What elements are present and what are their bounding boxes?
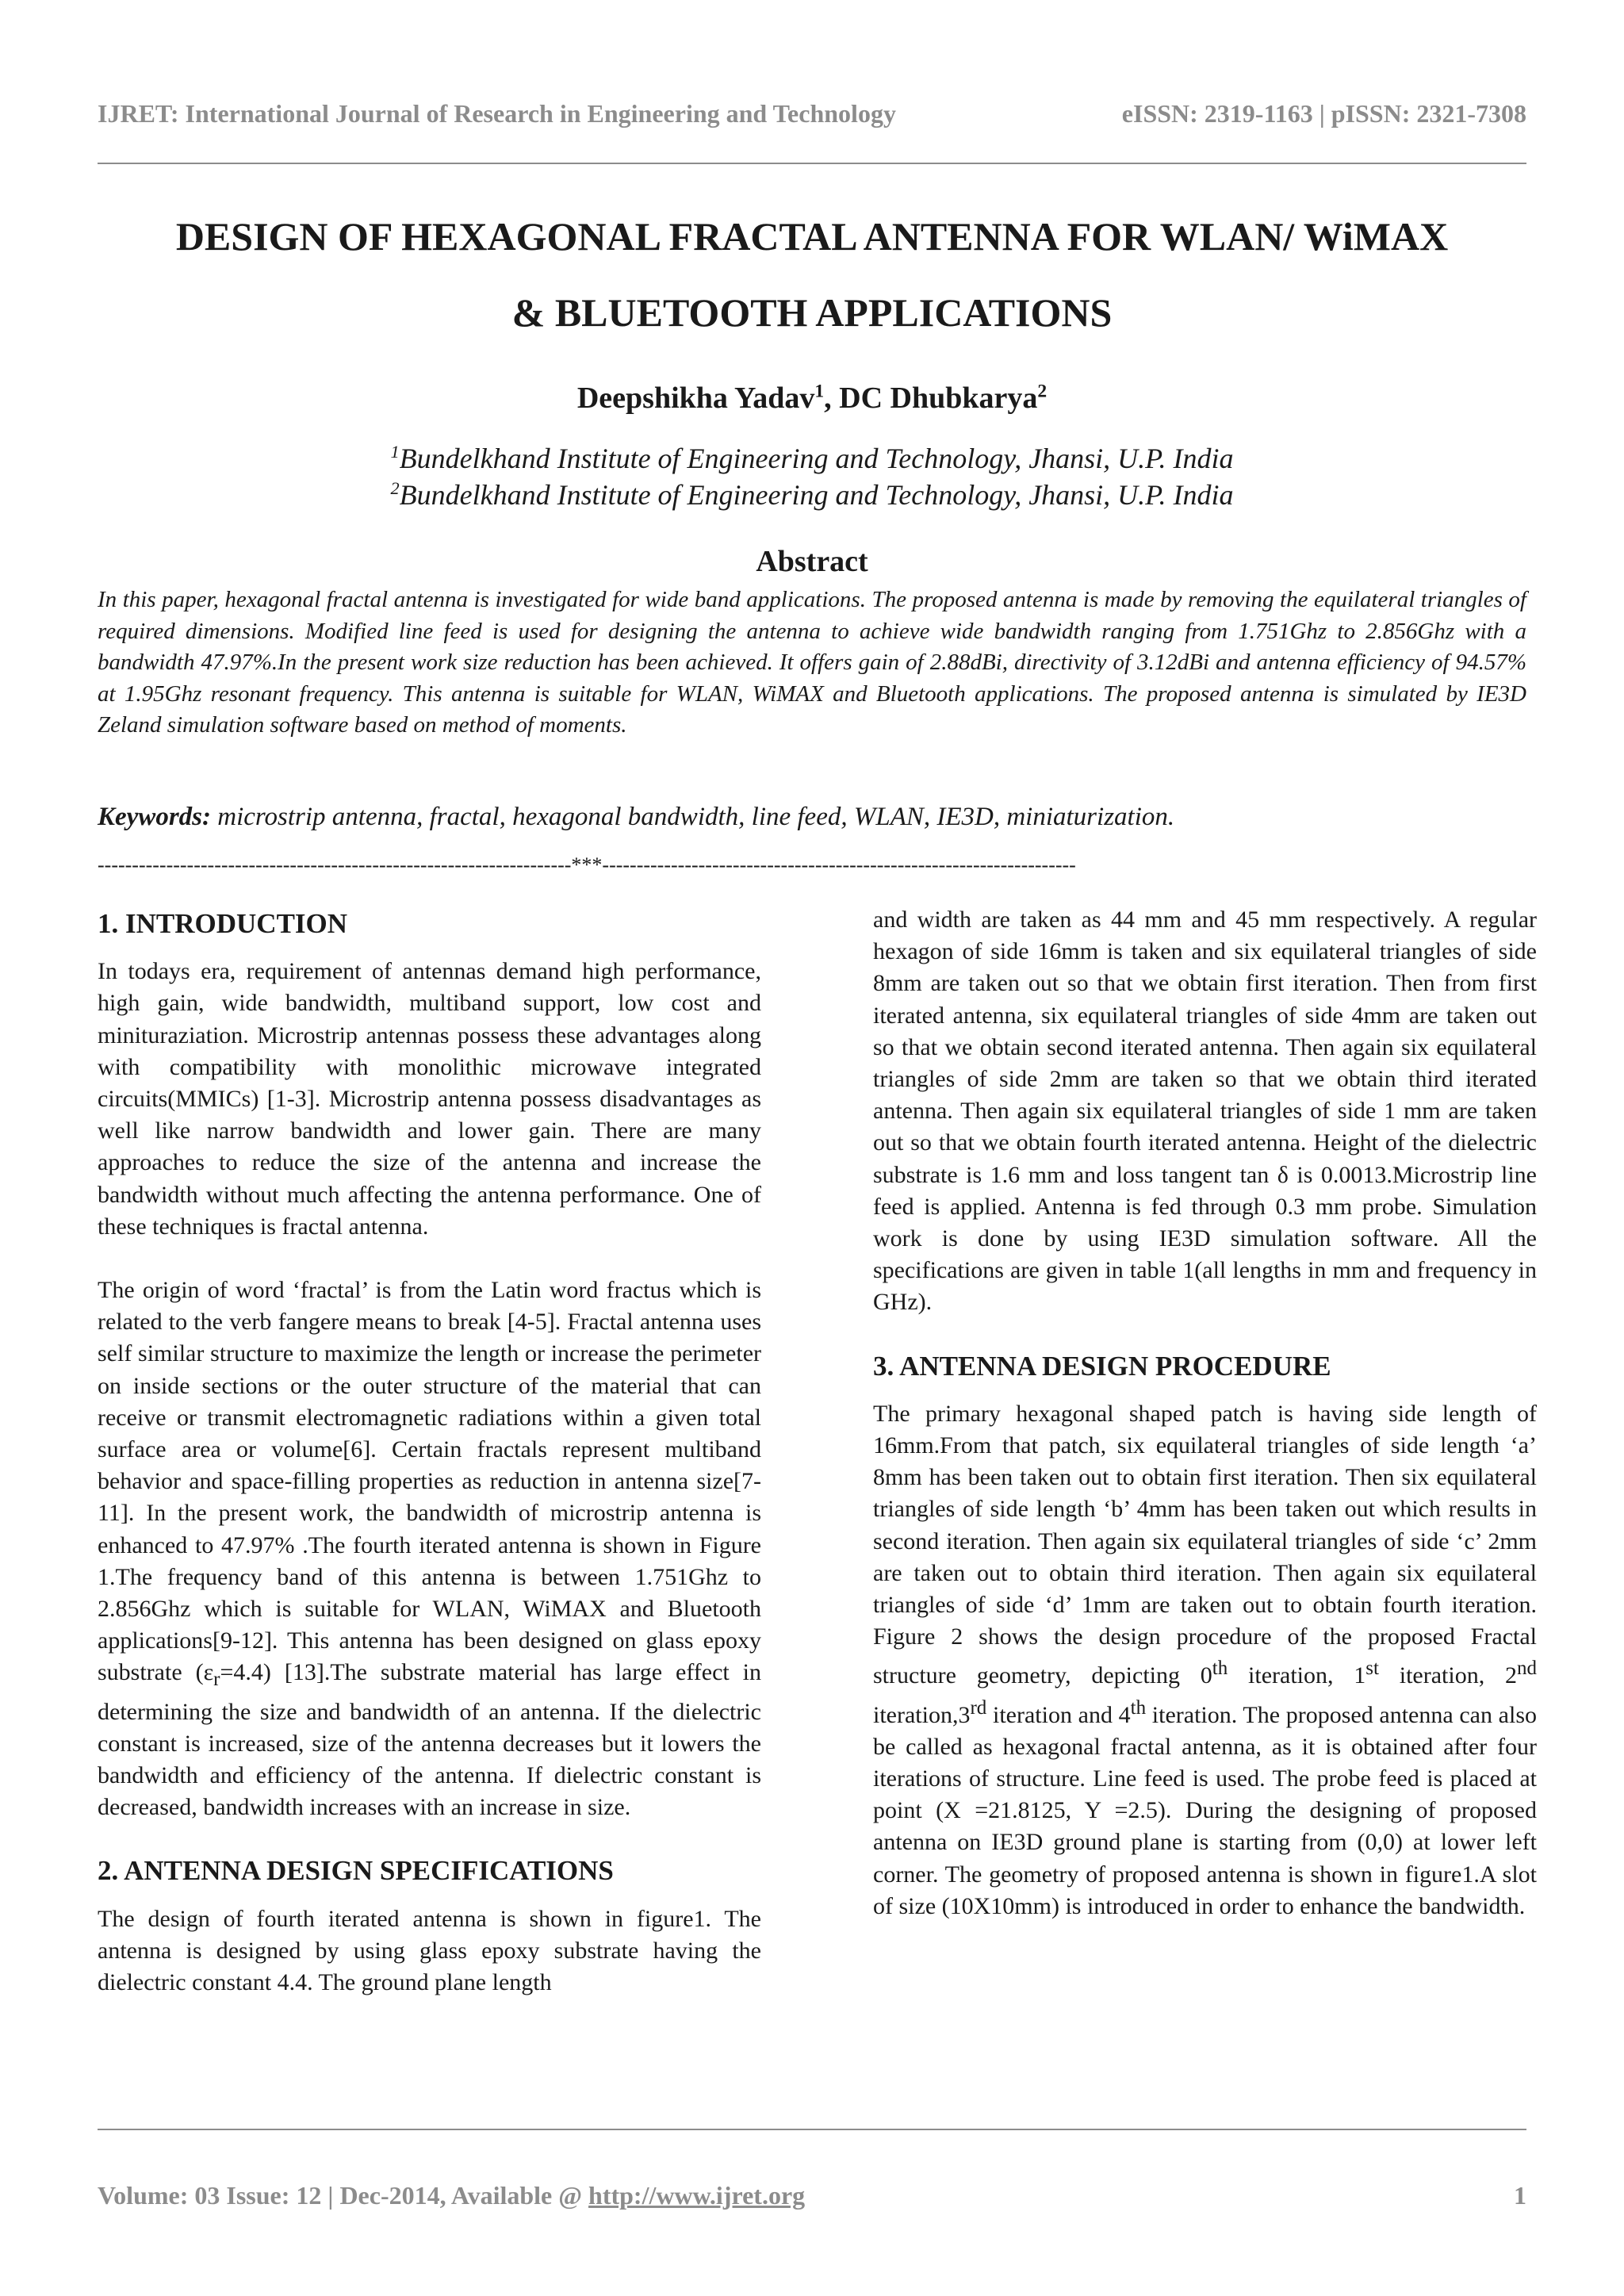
author-separator: , bbox=[824, 381, 840, 415]
right-column bbox=[873, 904, 1537, 1954]
introduction-heading: 1. INTRODUCTION bbox=[98, 908, 348, 939]
author-1: Deepshikha Yadav bbox=[576, 381, 815, 415]
journal-name: IJRET: International Journal of Research in Engineering and Technology bbox=[98, 99, 896, 128]
authors bbox=[98, 381, 1526, 416]
left-column bbox=[98, 908, 761, 2030]
abstract-text: In this paper, hexagonal fractal antenna is investigated for wide band applications. The proposed antenna is made by removing the equilateral triangles of required dimensions. Modified line feed is used for designing the antenna to achieve wide bandwidth ranging from 1.751Ghz to 2.856Ghz with a bandwidth 47.97%.In the present work size reduction has been achieved. It offers gain of 2.88dBi, directivity of 3.12dBi and antenna efficiency of 94.57% at 1.95Ghz resonant frequency. This antenna is suitable for WLAN, WiMAX and Bluetooth applications. The proposed antenna is simulated by IE3D Zeland simulation software based on method of moments. bbox=[98, 587, 1526, 738]
sup-nd: nd bbox=[1517, 1658, 1537, 1680]
footer-rule bbox=[98, 2129, 1526, 2130]
sup-rd: rd bbox=[970, 1696, 987, 1719]
footer-volume bbox=[98, 2181, 805, 2210]
affiliation-1-text: Bundelkhand Institute of Engineering and Technology, Jhansi, U.P. India bbox=[399, 443, 1234, 474]
footer-volume-text: Volume: 03 Issue: 12 | Dec-2014, Available @ bbox=[98, 2181, 589, 2210]
procedure-paragraph bbox=[873, 1398, 1537, 1922]
procedure-heading: 3. ANTENNA DESIGN PROCEDURE bbox=[873, 1350, 1331, 1382]
author-1-sup: 1 bbox=[814, 381, 825, 402]
page-number: 1 bbox=[1514, 2181, 1526, 2210]
affiliation-2-text: Bundelkhand Institute of Engineering and Technology, Jhansi, U.P. India bbox=[399, 479, 1234, 511]
keywords-label: Keywords: bbox=[98, 803, 211, 831]
paper-title bbox=[98, 198, 1526, 351]
keywords bbox=[98, 803, 1526, 832]
issn: eISSN: 2319-1163 | pISSN: 2321-7308 bbox=[1121, 99, 1526, 128]
journal-link[interactable]: http://www.ijret.org bbox=[588, 2181, 806, 2210]
keywords-text: microstrip antenna, fractal, hexagonal bandwidth, line feed, WLAN, IE3D, miniaturization. bbox=[211, 803, 1175, 831]
specifications-heading: 2. ANTENNA DESIGN SPECIFICATIONS bbox=[98, 1855, 614, 1887]
header-rule bbox=[98, 163, 1526, 164]
section-separator: ---------------------------------------------------------------------***--------------------------------------------------------------------- bbox=[98, 853, 1076, 876]
sup-th-2: th bbox=[1130, 1696, 1147, 1719]
intro-p2-part-b: =4.4) [13].The substrate material has large effect in determining the size and bandwidth of an antenna. If the dielectric constant is increased, size of the antenna decreases but it lowers the bandwidth and efficiency of the antenna. If dielectric constant is decreased, bandwidth increases with an increase in size. bbox=[98, 1659, 761, 1821]
affiliation-2 bbox=[98, 477, 1526, 513]
procedure-text-d: iteration,3 bbox=[873, 1701, 971, 1728]
running-header bbox=[98, 99, 1526, 128]
procedure-text-b: iteration, 1 bbox=[1228, 1662, 1366, 1689]
running-footer bbox=[98, 2181, 1526, 2210]
procedure-text-a: The primary hexagonal shaped patch is having side length of 16mm.From that patch, six equilateral triangles of side length ‘a’ 8mm has been taken out to obtain first iteration. Then six equilateral triangles of side length ‘b’ 4mm has been taken out which results in second iteration. Then again six equilateral triangles of side ‘c’ 2mm are taken out to obtain third iteration. Then again six equilateral triangles of side ‘d’ 1mm are taken out to obtain fourth iteration. Figure 2 shows the design procedure of the proposed Fractal structure geometry, depicting 0 bbox=[873, 1400, 1537, 1689]
specifications-paragraph-continued: and width are taken as 44 mm and 45 mm respectively. A regular hexagon of side 16mm is taken and six equilateral triangles of side 8mm are taken out so that we obtain first iteration. Then from first iterated antenna, six equilateral triangles of side 4mm are taken out so that we obtain second iterated antenna. Then again six equilateral triangles of side 2mm are taken so that we obtain third iterated antenna. Then again six equilateral triangles of side 1 mm are taken out so that we obtain fourth iterated antenna. Height of the dielectric substrate is 1.6 mm and loss tangent tan δ is 0.0013.Microstrip line feed is applied. Antenna is fed through 0.3 mm probe. Simulation work is done by using IE3D simulation software. All the specifications are given in table 1(all lengths in mm and frequency in GHz). bbox=[873, 907, 1537, 1316]
author-2-sup: 2 bbox=[1037, 381, 1048, 402]
sup-st: st bbox=[1365, 1658, 1379, 1680]
introduction-paragraph-1: In todays era, requirement of antennas demand high performance, high gain, wide bandwidth, multiband support, low cost and minituraziation. Microstrip antennas possess these advantages along with compatibility with monolithic microwave integrated circuits(MMICs) [1-3]. Microstrip antenna possess disadvantages as well like narrow bandwidth and lower gain. There are many approaches to reduce the size of the antenna and increase the bandwidth without much affecting the antenna performance. One of these techniques is fractal antenna. bbox=[98, 958, 761, 1240]
title-line-2: & BLUETOOTH APPLICATIONS bbox=[511, 290, 1113, 335]
title-line-1: DESIGN OF HEXAGONAL FRACTAL ANTENNA FOR WLAN/ WiMAX bbox=[175, 214, 1449, 259]
affiliations bbox=[98, 440, 1526, 513]
procedure-text-c: iteration, 2 bbox=[1378, 1662, 1517, 1689]
introduction-paragraph-2 bbox=[98, 1274, 761, 1823]
affiliation-1-sup: 1 bbox=[390, 442, 400, 462]
procedure-text-f: iteration. The proposed antenna can also be called as hexagonal fractal antenna, as it is obtained after four iterations of structure. Line feed is used. The probe feed is placed at point (X =21.8125, Y =2.5). During the designing of proposed antenna on IE3D ground plane is starting from (0,0) at lower left corner. The geometry of proposed antenna is shown in figure1.A slot of size (10X10mm) is introduced in order to enhance the bandwidth. bbox=[873, 1701, 1537, 1919]
epsilon-subscript: r bbox=[213, 1669, 220, 1691]
abstract-heading: Abstract bbox=[756, 545, 868, 578]
procedure-text-e: iteration and 4 bbox=[986, 1701, 1131, 1728]
affiliation-1 bbox=[98, 440, 1526, 477]
intro-p2-part-a: The origin of word ‘fractal’ is from the Latin word fractus which is related to the verb fangere means to break [4-5]. Fractal antenna uses self similar structure to maximize the length or increase the perimeter on inside sections or the outer structure of the material that can receive or transmit electromagnetic radiations within a given total surface area or volume[6]. Certain fractals represent multiband behavior and space-filling properties as reduction in antenna size[7-11]. In the present work, the bandwidth of microstrip antenna is enhanced to 47.97% .The fourth iterated antenna is shown in Figure 1.The frequency band of this antenna is between 1.751Ghz to 2.856Ghz which is suitable for WLAN, WiMAX and Bluetooth applications[9-12]. This antenna has been designed on glass epoxy substrate (ε bbox=[98, 1277, 761, 1686]
specifications-paragraph: The design of fourth iterated antenna is shown in figure1. The antenna is designed by using glass epoxy substrate having the dielectric constant 4.4. The ground plane length bbox=[98, 1905, 761, 1996]
sup-th-1: th bbox=[1212, 1658, 1228, 1680]
affiliation-2-sup: 2 bbox=[390, 478, 400, 498]
author-2: DC Dhubkarya bbox=[839, 381, 1038, 415]
